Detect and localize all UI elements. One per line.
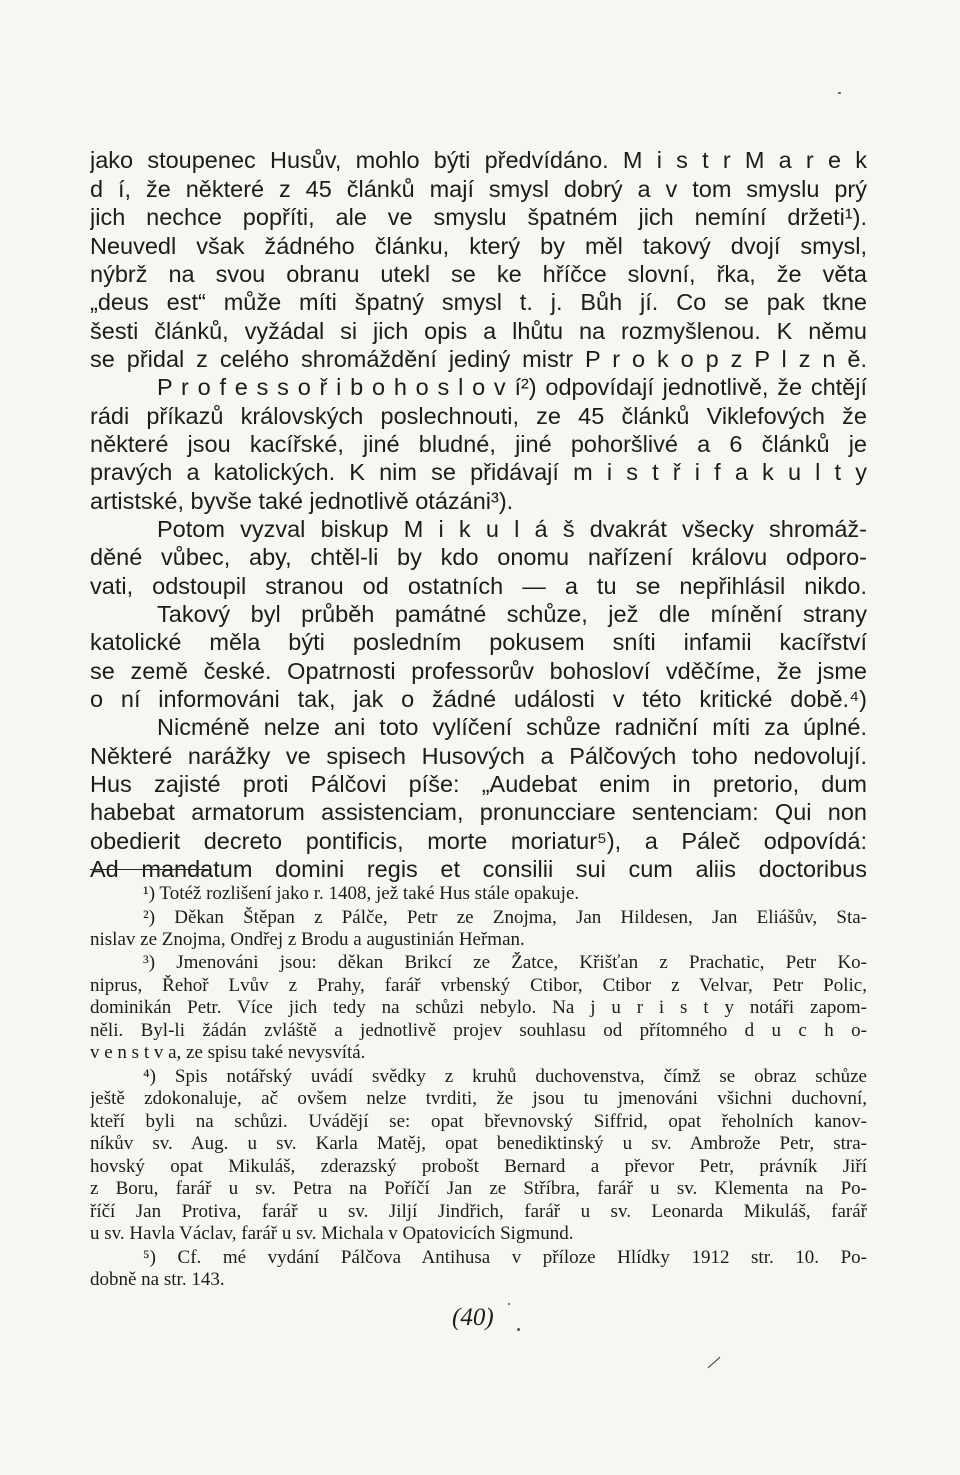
footnote-line: ¹) Totéž rozlišení jako r. 1408, jež také Hus stále opakuje.: [143, 883, 580, 904]
text-line: Nicméně nelze ani toto vylíčení schůze radniční míti za úplné.: [157, 714, 867, 740]
page-number: (40): [452, 1304, 494, 1331]
text-line: o ní informováni tak, jak o žádné události v této kritické době.⁴): [90, 686, 867, 712]
text-line: Potom vyzval biskup M i k u l á š dvakrát všecky shromáž-: [157, 516, 867, 542]
text-line: Neuvedl však žádného článku, který by měl takový dvojí smysl,: [90, 233, 867, 259]
footnote-line: ⁵) Cf. mé vydání Pálčova Antihusa v příloze Hlídky 1912 str. 10. Po-: [143, 1247, 867, 1268]
footnote-line: dobně na str. 143.: [90, 1269, 225, 1290]
footnote-line: ⁴) Spis notářský uvádí svědky z kruhů duchovenstva, čímž se obraz schůze: [143, 1066, 867, 1087]
text-line: se přidal z celého shromáždění jediný mistr P r o k o p z P l z n ě.: [90, 346, 867, 372]
text-line: d í, že některé z 45 článků mají smysl dobrý a v tom smyslu prý: [90, 176, 867, 202]
footnote-line: nislav ze Znojma, Ondřej z Brodu a augustinián Heřman.: [90, 929, 525, 950]
scan-speck: [508, 1303, 510, 1305]
text-line: Některé narážky ve spisech Husových a Pálčových toho nedovolují.: [90, 743, 867, 769]
footnote-line: ³) Jmenováni jsou: děkan Brikcí ze Žatce, Křišťan z Prachatic, Petr Ko-: [143, 952, 867, 973]
footnote-divider: [90, 869, 208, 870]
footnote-line: níkův sv. Aug. u sv. Karla Matěj, opat benediktinský u sv. Ambrože Petr, stra-: [90, 1133, 867, 1154]
text-line: Takový byl průběh památné schůze, jež dle mínění strany: [157, 601, 867, 627]
text-line: jich nechce popříti, ale ve smyslu špatném jich nemíní držeti¹).: [90, 204, 867, 230]
text-line: nýbrž na svou obranu utekl se ke hříčce slovní, řka, že věta: [90, 261, 867, 287]
text-line: Hus zajisté proti Pálčovi píše: „Audebat enim in pretorio, dum: [90, 771, 867, 797]
footnote-line: dominikán Petr. Více jich tedy na schůzi nebylo. Na j u r i s t y notáři zapom-: [90, 997, 867, 1018]
text-line: artistské, byvše také jednotlivě otázáni³).: [90, 488, 514, 514]
text-line: jako stoupenec Husův, mohlo býti předvídáno. M i s t r M a r e k: [90, 147, 867, 173]
footnote-line: z Boru, farář u sv. Petra na Poříčí Jan ze Stříbra, farář u sv. Klementa na Po-: [90, 1178, 867, 1199]
text-line: některé jsou kacířské, jiné bludné, jiné pohoršlivé a 6 článků je: [90, 431, 867, 457]
footnote-line: v e n s t v a, ze spisu také nevysvítá.: [90, 1042, 366, 1063]
text-line: habebat armatorum assistenciam, pronuncciare sentenciam: Qui non: [90, 799, 867, 825]
footnote-line: říčí Jan Protiva, farář u sv. Jiljí Jindřich, farář u sv. Leonarda Mikuláš, farář: [90, 1201, 867, 1222]
scan-speck: [517, 1328, 520, 1331]
scan-speck: [838, 92, 841, 94]
text-line: šesti článků, vyžádal si jich opis a lhůtu na rozmyšlenou. K němu: [90, 318, 867, 344]
footnote-line: kteří byli na schůzi. Uvádějí se: opat břevnovský Siffrid, opat řeholních kanov-: [90, 1111, 867, 1132]
text-line: P r o f e s s o ř i b o h o s l o v í²) odpovídají jednotlivě, že chtějí: [157, 374, 867, 400]
footnote-line: ještě zdokonaluje, ač ovšem nelze tvrditi, že jsou tu jmenováni všichni duchovní,: [90, 1088, 867, 1109]
text-line: Ad mandatum domini regis et consilii sui cum aliis doctoribus: [90, 856, 867, 882]
footnote-line: niprus, Řehoř Lvův z Prahy, farář vrbenský Ctibor, Ctibor z Velvar, Petr Polic,: [90, 975, 867, 996]
text-line: vati, odstoupil stranou od ostatních — a tu se nepřihlásil nikdo.: [90, 573, 867, 599]
text-line: „deus est“ může míti špatný smysl t. j. Bůh jí. Co se pak tkne: [90, 289, 867, 315]
text-line: děné vůbec, aby, chtěl-li by kdo onomu nařízení královu odporo-: [90, 544, 867, 570]
scan-mark: [708, 1357, 721, 1368]
footnote-line: něli. Byl-li žádán zvláště a jednotlivě projev souhlasu od přítomného d u c h o-: [90, 1020, 867, 1041]
footnote-line: ²) Děkan Štěpan z Pálče, Petr ze Znojma, Jan Hildesen, Jan Eliášův, Sta-: [143, 907, 867, 928]
text-line: obedierit decreto pontificis, morte moriatur⁵), a Páleč odpovídá:: [90, 828, 867, 854]
text-line: pravých a katolických. K nim se přidávají m i s t ř i f a k u l t y: [90, 459, 867, 485]
text-line: rádi příkazů královských poslechnouti, ze 45 článků Viklefových že: [90, 403, 867, 429]
text-line: katolické měla býti posledním pokusem sníti infamii kacířství: [90, 629, 867, 655]
text-line: se země české. Opatrnosti professorův bohosloví vděčíme, že jsme: [90, 658, 867, 684]
footnote-line: u sv. Havla Václav, farář u sv. Michala v Opatovicích Sigmund.: [90, 1223, 574, 1244]
footnote-line: hovský opat Mikuláš, zderazský probošt Bernard a převor Petr, právník Jiří: [90, 1156, 867, 1177]
